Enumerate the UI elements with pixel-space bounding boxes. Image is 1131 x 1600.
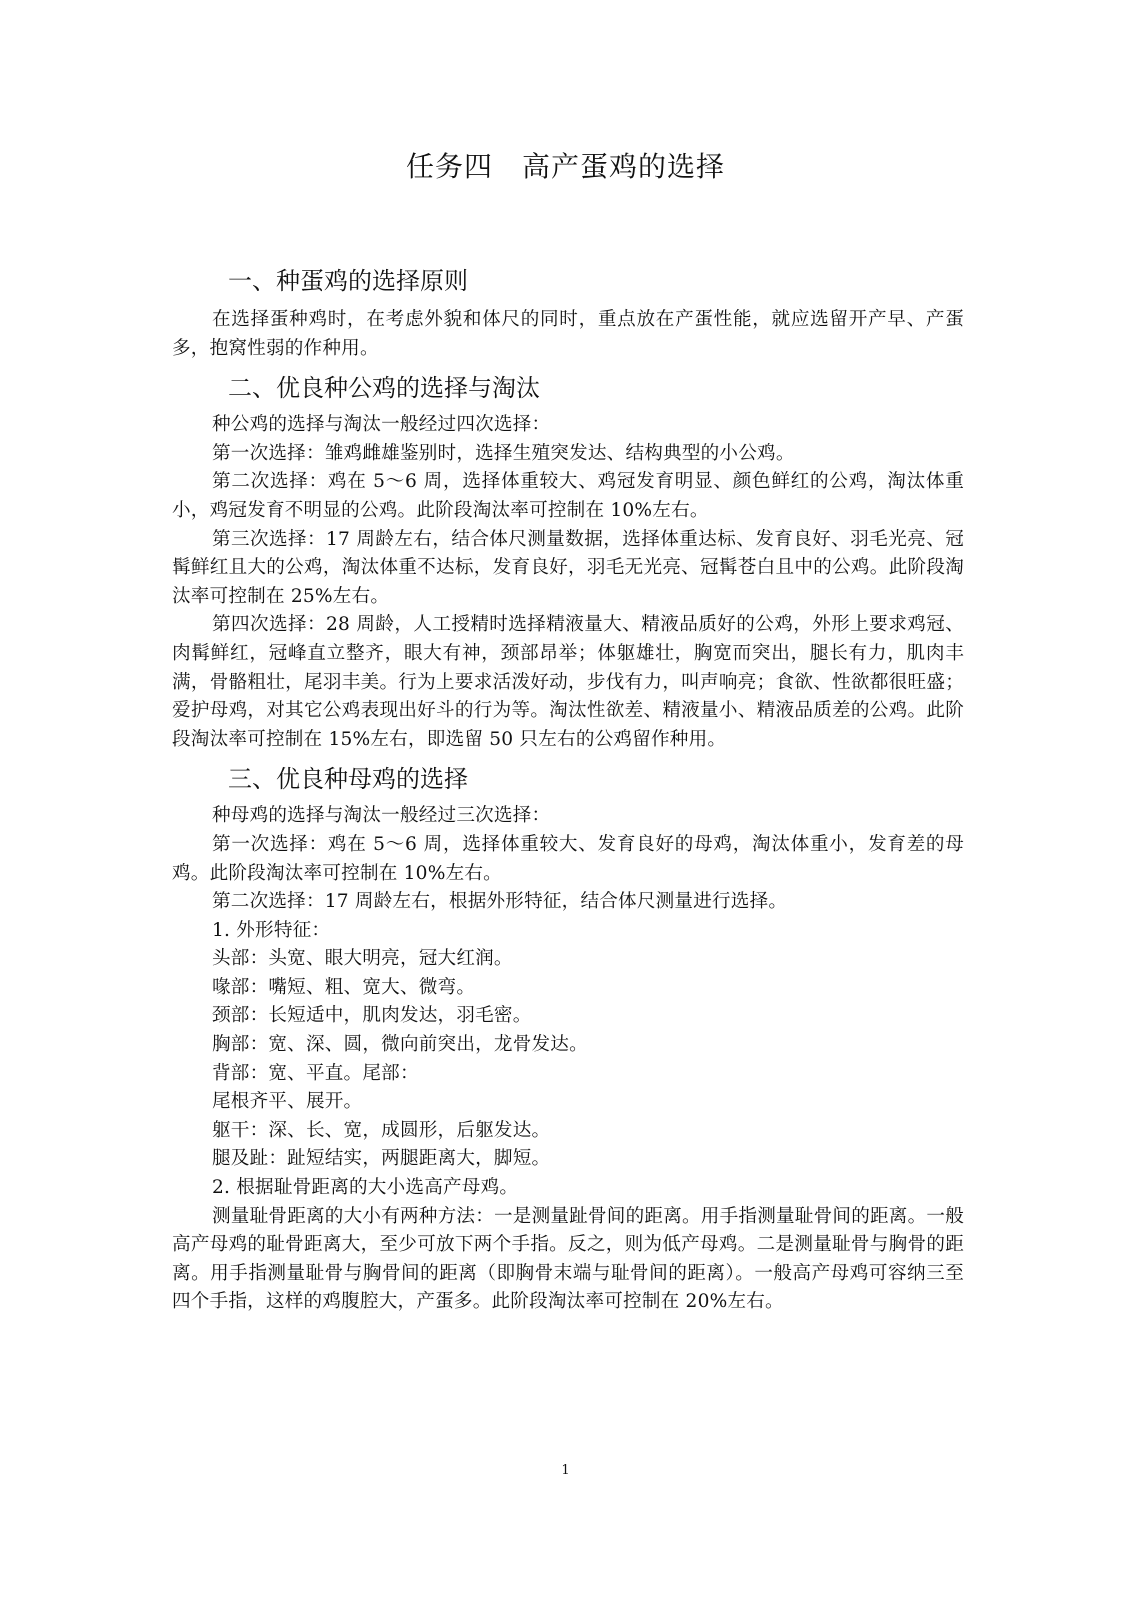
paragraph: 1. 外形特征： — [212, 919, 331, 941]
paragraph: 腿及趾：趾短结实，两腿距离大，脚短。 — [212, 1148, 551, 1170]
paragraph: 在选择蛋种鸡时，在考虑外貌和体尺的同时，重点放在产蛋性能，就应选留开产早、产蛋多，抱窝性弱的作种用。 — [172, 309, 964, 359]
paragraph: 种母鸡的选择与淘汰一般经过三次选择： — [212, 805, 551, 827]
paragraph: 第一次选择：雏鸡雌雄鉴别时，选择生殖突发达、结构典型的小公鸡。 — [212, 442, 795, 464]
paragraph: 胸部：宽、深、圆，微向前突出，龙骨发达。 — [212, 1034, 588, 1056]
section-heading-principles: 一、种蛋鸡的选择原则 — [228, 267, 468, 295]
document-body — [172, 262, 964, 1317]
paragraph: 第三次选择：17 周龄左右，结合体尺测量数据，选择体重达标、发育良好、羽毛光亮、冠髯鲜红且大的公鸡，淘汰体重不达标，发育良好，羽毛无光亮、冠髯苍白且中的公鸡。此阶段淘汰率可控制在 25%左右。 — [172, 528, 964, 607]
paragraph: 第一次选择：鸡在 5～6 周，选择体重较大、发育良好的母鸡，淘汰体重小，发育差的母鸡。此阶段淘汰率可控制在 10%左右。 — [172, 833, 964, 884]
paragraph: 第二次选择：17 周龄左右，根据外形特征，结合体尺测量进行选择。 — [212, 891, 788, 913]
paragraph: 第二次选择：鸡在 5～6 周，选择体重较大、鸡冠发育明显、颜色鲜红的公鸡，淘汰体重小，鸡冠发育不明显的公鸡。此阶段淘汰率可控制在 10%左右。 — [172, 471, 964, 521]
paragraph: 躯干：深、长、宽，成圆形，后躯发达。 — [212, 1119, 551, 1141]
paragraph: 颈部：长短适中，肌肉发达，羽毛密。 — [212, 1005, 532, 1027]
paragraph: 测量耻骨距离的大小有两种方法：一是测量趾骨间的距离。用手指测量耻骨间的距离。一般高产母鸡的耻骨距离大，至少可放下两个手指。反之，则为低产母鸡。二是测量耻骨与胸骨的距离。用手指测量耻骨与胸骨间的距离（即胸骨末端与耻骨间的距离）。一般高产母鸡可容纳三至四个手指，这样的鸡腹腔大，产蛋多。此阶段淘汰率可控制在 20%左右。 — [172, 1205, 964, 1313]
paragraph: 背部：宽、平直。尾部： — [212, 1062, 419, 1084]
page-title: 任务四 高产蛋鸡的选择 — [405, 150, 725, 183]
paragraph: 头部：头宽、眼大明亮，冠大红润。 — [212, 948, 513, 970]
section-heading-rooster: 二、优良种公鸡的选择与淘汰 — [228, 374, 540, 403]
paragraph: 喙部：嘴短、粗、宽大、微弯。 — [212, 976, 476, 998]
paragraph: 尾根齐平、展开。 — [212, 1091, 363, 1113]
section-heading-hen: 三、优良种母鸡的选择 — [228, 765, 468, 794]
paragraph: 2. 根据耻骨距离的大小选高产母鸡。 — [212, 1177, 519, 1199]
paragraph: 种公鸡的选择与淘汰一般经过四次选择： — [212, 414, 551, 436]
page-number: 1 — [561, 1463, 570, 1478]
paragraph: 第四次选择：28 周龄，人工授精时选择精液量大、精液品质好的公鸡，外形上要求鸡冠、肉髯鲜红，冠峰直立整齐，眼大有神，颈部昂举；体躯雄壮，胸宽而突出，腿长有力，肌肉丰满，骨骼粗壮，尾羽丰美。行为上要求活泼好动，步伐有力，叫声响亮；食欲、性欲都很旺盛；爱护母鸡，对其它公鸡表现出好斗的行为等。淘汰性欲差、精液量小、精液品质差的公鸡。此阶段淘汰率可控制在 15%左右，即选留 50 只左右的公鸡留作种用。 — [172, 614, 964, 750]
